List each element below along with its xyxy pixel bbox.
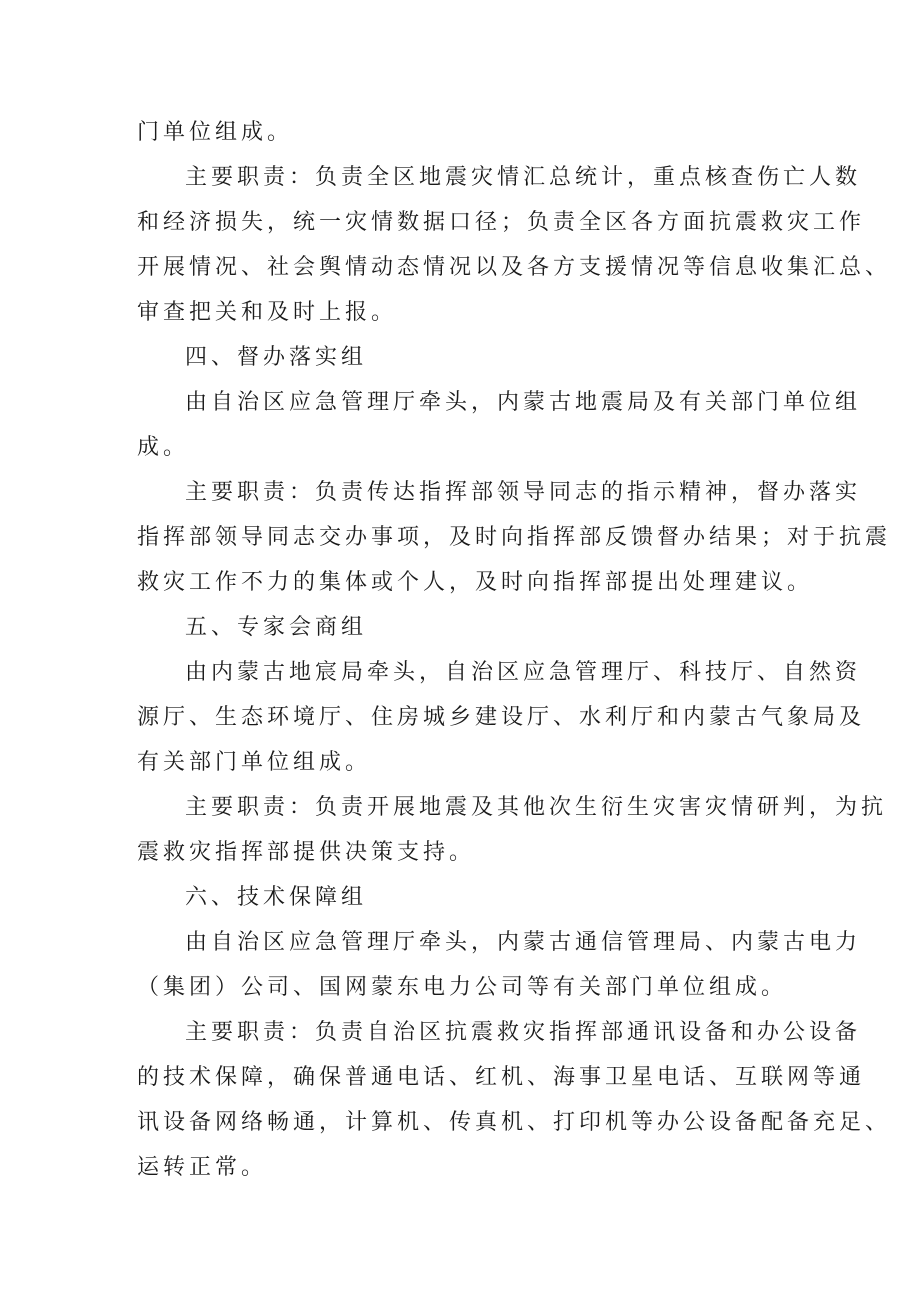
body-text-line: 由内蒙古地宸局牵头，自治区应急管理厅、科技厅、自然资	[185, 660, 862, 685]
body-text-line: 主要职责：负责自治区抗震救灾指挥部通讯设备和办公设备	[185, 1020, 862, 1045]
body-text-line: 运转正常。	[137, 1155, 268, 1180]
body-text-line: 的技术保障，确保普通电话、红机、海事卫星电话、互联网等通	[137, 1065, 866, 1090]
body-text-line: 由自治区应急管理厅牵头，内蒙古地震局及有关部门单位组	[185, 390, 862, 415]
body-text-line: 主要职责：负责开展地震及其他次生衍生灾害灾情研判，为抗	[185, 795, 888, 820]
section-heading: 五、专家会商组	[185, 615, 368, 640]
body-text-line: 审查把关和及时上报。	[137, 300, 398, 325]
body-text-line: （集团）公司、国网蒙东电力公司等有关部门单位组成。	[137, 975, 788, 1000]
body-text-line: 讯设备网络畅通，计算机、传真机、打印机等办公设备配备充足、	[137, 1110, 892, 1135]
body-text-line: 救灾工作不力的集体或个人，及时向指挥部提出处理建议。	[137, 570, 814, 595]
body-text-line: 主要职责：负责传达指挥部领导同志的指示精神，督办落实	[185, 480, 862, 505]
body-text-line: 由自治区应急管理厅牵头，内蒙古通信管理局、内蒙古电力	[185, 930, 862, 955]
body-text-line: 主要职责：负责全区地震灾情汇总统计，重点核查伤亡人数	[185, 165, 862, 190]
section-heading: 四、督办落实组	[185, 345, 368, 370]
section-heading: 六、技术保障组	[185, 885, 368, 910]
body-text-line: 和经济损失，统一灾情数据口径；负责全区各方面抗震救灾工作	[137, 210, 866, 235]
body-text-line: 成。	[137, 435, 190, 460]
body-text-line: 有关部门单位组成。	[137, 750, 372, 775]
body-text-line: 震救灾指挥部提供决策支持。	[137, 840, 476, 865]
body-text-line: 指挥部领导同志交办事项，及时向指挥部反馈督办结果；对于抗震	[137, 525, 892, 550]
body-text-line: 开展情况、社会舆情动态情况以及各方支援情况等信息收集汇总、	[137, 255, 892, 280]
body-text-line: 源厅、生态环境厅、住房城乡建设厅、水利厅和内蒙古气象局及	[137, 705, 866, 730]
body-text-line: 门单位组成。	[137, 120, 294, 145]
